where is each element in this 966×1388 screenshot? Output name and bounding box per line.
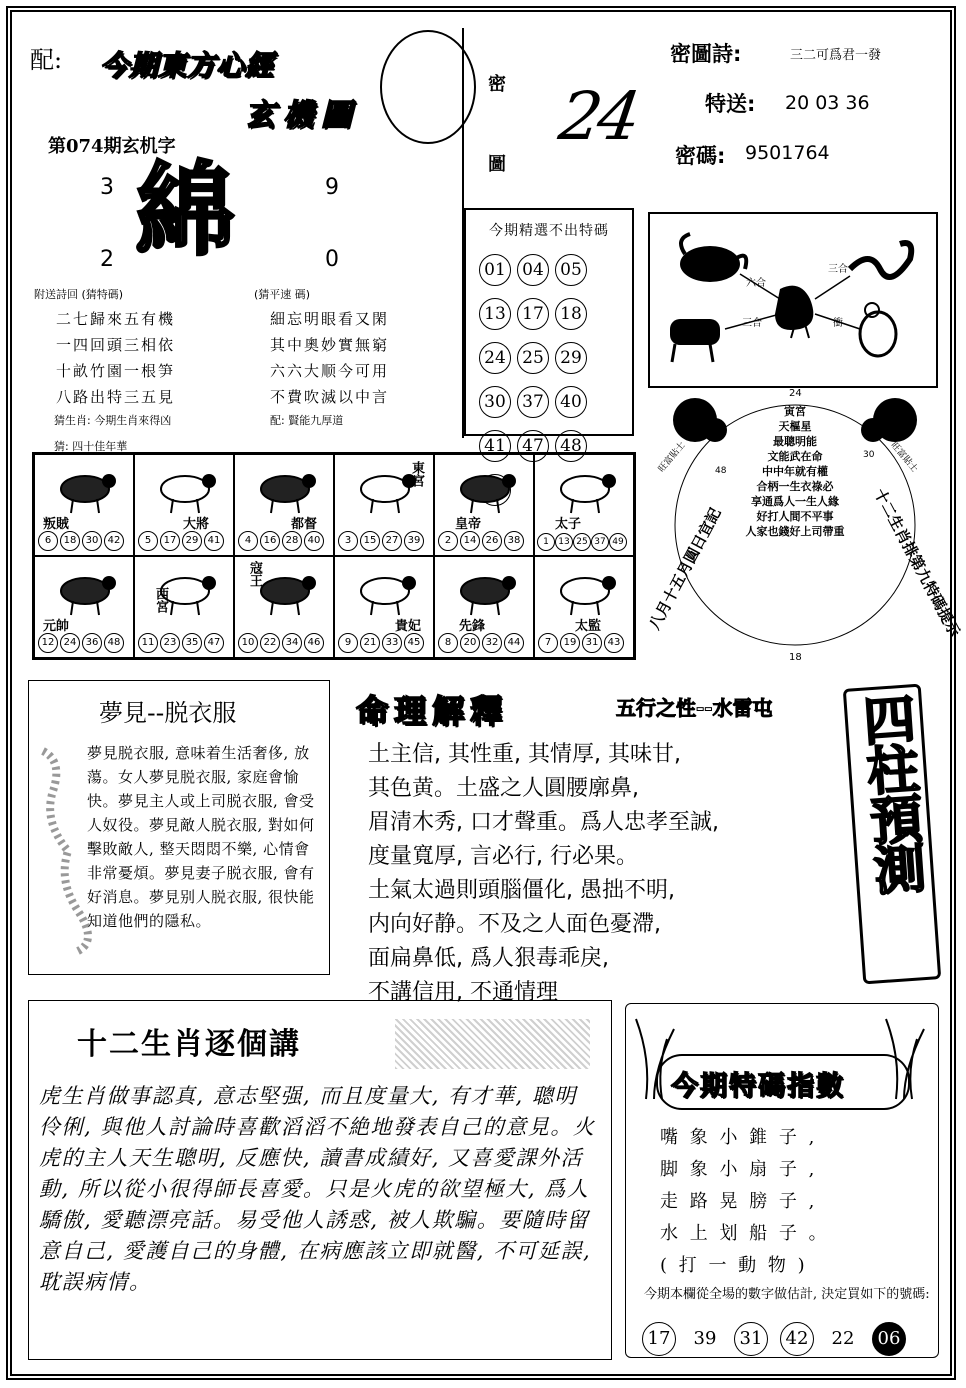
- zodiac-number: 15: [360, 531, 380, 551]
- secret-char: 綿: [135, 151, 231, 269]
- zodiac-number: 28: [282, 531, 302, 551]
- issue-label: 第074期玄机字: [48, 136, 176, 157]
- zodiac-number: 17: [160, 531, 180, 551]
- snake-icon: [850, 243, 911, 277]
- code-label: 密碼:: [675, 144, 726, 168]
- fate-line: 不講信用, 不通情理: [368, 980, 558, 1005]
- circle-top-num: 24: [789, 388, 802, 399]
- zodiac-cell: [34, 454, 134, 556]
- zodiac-number: 9: [338, 633, 358, 653]
- index-number: 22: [831, 1328, 855, 1349]
- zodiac-name: 先鋒: [459, 619, 486, 634]
- fate-side-box: [843, 684, 941, 985]
- circle-text-block: [645, 388, 964, 663]
- fate-title: 命理解釋: [356, 692, 509, 730]
- selected-number: 40: [555, 386, 587, 418]
- harmony-label: 衝: [833, 318, 843, 329]
- mi-label: 密: [488, 74, 506, 95]
- fate-lines: [368, 738, 838, 1010]
- circle-line: 寅宮: [784, 405, 806, 418]
- zodiac-number: 27: [382, 531, 402, 551]
- poem-left: [34, 286, 244, 454]
- zodiac-number: 47: [204, 633, 224, 653]
- title-line2: 玄機圖: [245, 98, 359, 133]
- rat-icon: [860, 303, 896, 356]
- index-line: 走 路 晃 膀 子 ,: [660, 1191, 818, 1212]
- zodiac-number: 18: [60, 531, 80, 551]
- secret-poem: [670, 30, 950, 168]
- fate-line: 土氣太過則頭腦僵化, 愚拙不明,: [368, 878, 675, 903]
- zodiac-number: 37: [591, 533, 609, 551]
- zodiac-number: 23: [160, 633, 180, 653]
- circle-side-right: 十二生肖排第九特碼提示: [870, 485, 964, 640]
- zodiac-number: 3: [338, 531, 358, 551]
- index-line: 脚 象 小 扇 子 ,: [660, 1159, 818, 1180]
- zodiac-number: 35: [182, 633, 202, 653]
- index-number: 42: [780, 1322, 814, 1356]
- zodiac-number: 13: [555, 533, 573, 551]
- zodiac-cell: [134, 556, 234, 658]
- index-number: 17: [642, 1322, 676, 1356]
- zodiac-number: 14: [460, 531, 480, 551]
- zodiac-number: 26: [482, 531, 502, 551]
- corner-br: 0: [325, 247, 339, 272]
- zodiac-cell: [434, 454, 534, 556]
- selected-number: 29: [555, 342, 587, 374]
- fate-line: 其色黄。土盛之人圓腰廓鼻,: [368, 776, 639, 801]
- selected-number: 01: [479, 254, 511, 286]
- zodiac-number: 41: [204, 531, 224, 551]
- fate-line: 度量寬厚, 言必行, 行必果。: [368, 844, 638, 869]
- zodiac-cell: [34, 556, 134, 658]
- secret-poem-text: 三二可爲君一發: [790, 48, 882, 63]
- secret-char-block: [100, 151, 350, 275]
- zodiac-number: 24: [60, 633, 80, 653]
- dragon-icon: [680, 234, 746, 282]
- circle-lines: [695, 404, 895, 539]
- zodiac-number: 32: [482, 633, 502, 653]
- fate-line: 面扁鼻低, 爲人狠毒乖戾,: [368, 946, 609, 971]
- selected-number: 37: [517, 386, 549, 418]
- zodiac-number: 20: [460, 633, 480, 653]
- circle-line: 享通爲人一生人緣: [751, 495, 839, 508]
- rooster-icon: [775, 286, 813, 338]
- zodiac-name: 皇帝: [455, 517, 482, 532]
- snake-icon: [545, 463, 623, 515]
- selected-number: 41: [479, 430, 511, 462]
- index-line: 水 上 划 船 子 。: [660, 1223, 830, 1244]
- zodiac-cell: [234, 454, 334, 556]
- fate-block: [348, 686, 948, 1005]
- zodiac-name: 寇王: [247, 561, 262, 587]
- tu-label: 圖: [488, 154, 506, 175]
- zodiac-talk-title: 十二生肖逐個講: [77, 1027, 301, 1062]
- zodiac-number: 38: [504, 531, 524, 551]
- ox-icon: [670, 319, 720, 362]
- zodiac-name: 太子: [555, 517, 582, 532]
- fate-line: 眉清木秀, 口才聲重。爲人忠孝至誠,: [368, 810, 719, 835]
- zodiac-number: 40: [304, 531, 324, 551]
- horse-icon: [45, 565, 123, 617]
- handwritten-number: 24: [554, 78, 642, 155]
- zodiac-number: 31: [582, 633, 602, 653]
- circle-line: 合柄一生衣祿必: [756, 480, 834, 493]
- title-line1: 今期東方心經: [100, 49, 275, 82]
- zodiac-number: 6: [38, 531, 58, 551]
- zodiac-number: 49: [609, 533, 627, 551]
- poem-right-line: 六六大顺今可用: [270, 362, 390, 380]
- zodiac-number: 2: [438, 531, 458, 551]
- zodiac-grid: [32, 452, 636, 660]
- poem-left-guess: 猜: 四十佳年華: [54, 440, 128, 453]
- circle-line: 好打人間不平事: [756, 510, 834, 523]
- selected-box: [464, 208, 634, 456]
- selected-number: 04: [517, 254, 549, 286]
- fate-subtitle: 五行之性--水雷屯: [616, 696, 773, 720]
- pei-label: 配:: [30, 46, 63, 74]
- index-lines: [660, 1122, 920, 1282]
- circle-side-left: 八月十五月圓日宜記: [645, 504, 725, 633]
- selected-number: 13: [479, 298, 511, 330]
- pig-icon: [545, 565, 623, 617]
- index-box: [625, 1003, 939, 1358]
- zodiac-number: 8: [438, 633, 458, 653]
- dream-title: 夢見--脱衣服: [99, 699, 237, 727]
- selected-number: 05: [555, 254, 587, 286]
- zodiac-cell: [334, 556, 434, 658]
- fate-line: 土主信, 其性重, 其情厚, 其味甘,: [368, 742, 681, 767]
- poem-right-head: (猜平速 碼): [254, 288, 311, 301]
- zodiac-cell: [134, 454, 234, 556]
- ox-icon: [145, 463, 223, 515]
- poem-left-head: 附送詩回 (猜特碼): [34, 288, 124, 301]
- zodiac-number: 19: [560, 633, 580, 653]
- selected-number: 47: [517, 430, 549, 462]
- selected-number: 48: [555, 430, 587, 462]
- zodiac-cell: [334, 454, 434, 556]
- harmony-diagram: [650, 214, 936, 386]
- zodiac-number: 16: [260, 531, 280, 551]
- zodiac-number: 7: [538, 633, 558, 653]
- dream-box: [28, 680, 330, 975]
- index-number: 06: [872, 1322, 906, 1356]
- selected-number: 17: [517, 298, 549, 330]
- poem-left-line: 十畝竹園一根笋: [56, 362, 176, 380]
- index-number: 39: [693, 1328, 717, 1349]
- zodiac-number: 43: [604, 633, 624, 653]
- harmony-label: 三合: [742, 318, 762, 329]
- zodiac-name: 叛賊: [43, 517, 70, 532]
- dragon-icon: [445, 463, 523, 515]
- fate-side: 四柱預測: [852, 691, 927, 895]
- zodiac-cell: [234, 556, 334, 658]
- secret-poem-label: 密圖詩:: [670, 42, 742, 66]
- selected-number: 30: [479, 386, 511, 418]
- selected-number: 18: [555, 298, 587, 330]
- circle-line: 最聰明能: [773, 435, 817, 448]
- code-value: 9501764: [745, 142, 830, 164]
- zodiac-number: 11: [138, 633, 158, 653]
- rat-icon: [45, 463, 123, 515]
- zodiac-talk-stamp: [395, 1019, 590, 1069]
- zodiac-name: 貴妃: [395, 619, 422, 634]
- index-line: ( 打 一 動 物 ): [660, 1255, 808, 1276]
- zodiac-name: 都督: [291, 517, 318, 532]
- zodiac-cell: [434, 556, 534, 658]
- zodiac-name: 太監: [575, 619, 602, 634]
- selected-box-title: 今期精選不出特碼: [489, 223, 609, 239]
- circle-bottom-num: 18: [789, 652, 802, 663]
- zodiac-name: 東宮: [409, 461, 424, 487]
- poem-right-line: 其中奧妙實無窮: [270, 336, 390, 354]
- zodiac-talk-body: 虎生肖做事認真, 意志堅强, 而且度量大, 有才華, 聰明伶俐, 與他人討論時喜歡滔滔不絶地發表自己的意見。火虎的主人天生聰明, 反應快, 讀書成績好, 又喜愛課外活動, 所以從小很得師長喜愛。只是火虎的欲望極大, 爲人驕傲, 愛聽漂亮話。易受他人誘惑, 被人欺騙。要隨時留意自己, 愛護自己的身體, 在病應該立即就醫, 不可延誤, 耽誤病情。: [39, 1084, 596, 1294]
- zodiac-number: 36: [82, 633, 102, 653]
- poem-left-line: 八路出特三五見: [56, 388, 176, 406]
- poem-left-line: 一四回頭三相依: [56, 336, 176, 354]
- zodiac-cell: [534, 454, 634, 556]
- selected-number: 25: [517, 342, 549, 374]
- harmony-label: 六合: [746, 278, 766, 289]
- zodiac-number: 29: [182, 531, 202, 551]
- zodiac-number: 5: [138, 531, 158, 551]
- circle-line: 文能武在命: [767, 450, 823, 463]
- circle-left-tag: 旺富貼士: [656, 440, 688, 475]
- circle-right-num: 30: [863, 450, 875, 460]
- poem-right-line: 細忘明眼看又閑: [270, 310, 390, 328]
- poem-right-pei: 配: 賢能九厚道: [270, 414, 344, 427]
- zodiac-number: 42: [104, 531, 124, 551]
- zodiac-number: 12: [38, 633, 58, 653]
- zodiac-number: 48: [104, 633, 124, 653]
- special-label: 特送:: [705, 92, 756, 116]
- zodiac-number: 39: [404, 531, 424, 551]
- zodiac-number: 22: [260, 633, 280, 653]
- harmony-box: [648, 212, 938, 388]
- zodiac-number: 10: [238, 633, 258, 653]
- zodiac-number: 33: [382, 633, 402, 653]
- circle-line: 人家也錢好上司帶重: [745, 525, 845, 538]
- poem-left-guess-zodiac: 猜生肖: 今期生肖來得凶: [54, 414, 172, 427]
- index-number: 31: [734, 1322, 768, 1356]
- zodiac-name: 西宮: [153, 587, 168, 613]
- zodiac-number: 44: [504, 633, 524, 653]
- dog-icon: [445, 565, 523, 617]
- zodiac-number: 34: [282, 633, 302, 653]
- circle-line: 天樞星: [778, 420, 812, 433]
- corner-bl: 2: [100, 247, 114, 272]
- rooster-icon: [345, 565, 423, 617]
- circle-line: 中中年就有權: [762, 465, 828, 478]
- harmony-label: 三合: [828, 264, 848, 275]
- index-note: 今期本欄從全場的數字做估計, 決定買如下的號碼:: [644, 1287, 930, 1302]
- zodiac-number: 30: [82, 531, 102, 551]
- zodiac-name: 元帥: [43, 619, 70, 634]
- zodiac-number: 45: [404, 633, 424, 653]
- dream-illustration: [33, 741, 93, 961]
- index-line: 嘴 象 小 錐 子 ,: [660, 1127, 818, 1148]
- zodiac-number: 46: [304, 633, 324, 653]
- fate-line: 内向好静。不及之人面色憂滯,: [368, 912, 661, 937]
- zodiac-number: 21: [360, 633, 380, 653]
- poem-right-line: 不費吹滅以中言: [270, 388, 390, 406]
- zodiac-number: 1: [537, 533, 555, 551]
- poem-left-line: 二七歸來五有機: [56, 310, 176, 328]
- circle-right-tag: 旺富貼士: [888, 440, 920, 475]
- index-numbers: [636, 1322, 912, 1356]
- corner-tr: 9: [325, 175, 339, 200]
- zodiac-cell: [534, 556, 634, 658]
- tiger-icon: [245, 463, 323, 515]
- dream-body: 夢見脱衣服, 意味着生活奢侈, 放蕩。女人夢見脱衣服, 家庭會愉快。夢見主人或上司脱衣服, 會受人奴役。夢見敵人脱衣服, 對如何擊敗敵人, 整天悶悶不樂, 心情會非常憂煩。夢見妻子脱衣服, 會有好消息。夢見别人脱衣服, 很快能知道他們的隱私。: [87, 744, 315, 930]
- poem-right: [250, 286, 455, 428]
- corner-tl: 3: [100, 175, 114, 200]
- index-title: 今期特碼指數: [671, 1071, 845, 1102]
- zodiac-talk-box: [28, 1000, 612, 1360]
- zodiac-number: 25: [573, 533, 591, 551]
- special-value: 20 03 36: [785, 92, 870, 114]
- selected-number: 24: [479, 342, 511, 374]
- circle-left-num: 48: [715, 466, 727, 476]
- zodiac-name: 大將: [183, 517, 210, 532]
- zodiac-number: 4: [238, 531, 258, 551]
